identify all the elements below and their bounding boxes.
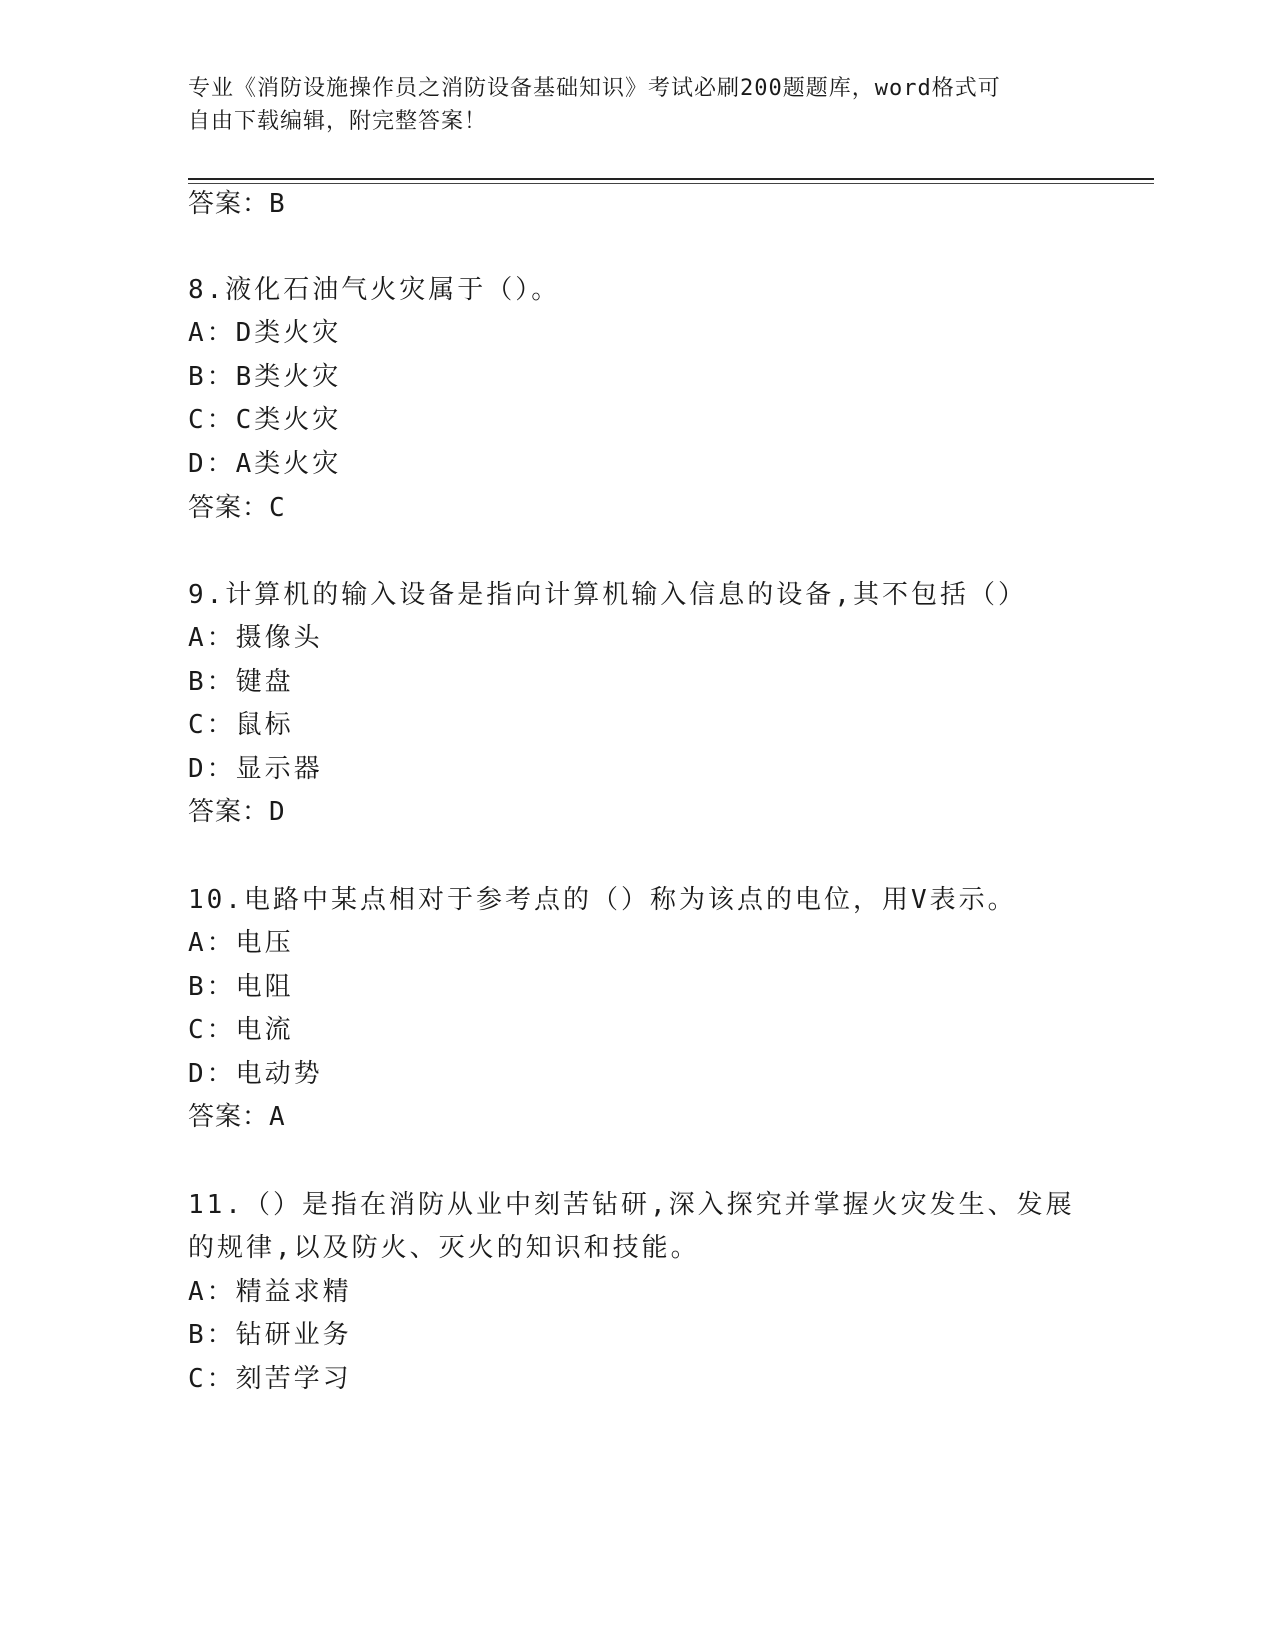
question-9-answer: 答案：D: [188, 797, 286, 827]
header-line-2: 自由下载编辑，附完整答案！: [188, 109, 488, 134]
question-9-option-b: B：键盘: [188, 667, 294, 697]
question-9: 9.计算机的输入设备是指向计算机输入信息的设备,其不包括（）: [188, 580, 1027, 610]
question-9-option-c: C：鼠标: [188, 710, 294, 740]
question-10: 10.电路中某点相对于参考点的（）称为该点的电位，用V表示。: [188, 885, 1017, 915]
header-line-1: 专业《消防设施操作员之消防设备基础知识》考试必刷200题题库，word格式可: [188, 76, 1001, 101]
question-8-option-c: C：C类火灾: [188, 405, 342, 435]
answer-previous: 答案：B: [188, 189, 286, 219]
document-header: [188, 72, 1068, 138]
question-10-option-a: A：电压: [188, 928, 294, 958]
question-8: 8.液化石油气火灾属于（）。: [188, 275, 561, 305]
header-divider-thin: [188, 183, 1154, 184]
header-divider-thick: [188, 178, 1154, 180]
question-8-option-b: B：B类火灾: [188, 362, 342, 392]
question-8-option-d: D：A类火灾: [188, 449, 342, 479]
question-10-answer: 答案：A: [188, 1102, 286, 1132]
question-10-option-c: C：电流: [188, 1015, 294, 1045]
question-10-option-b: B：电阻: [188, 972, 294, 1002]
question-11-line-2: 的规律,以及防火、灭火的知识和技能。: [188, 1233, 700, 1263]
question-9-option-d: D：显示器: [188, 754, 323, 784]
question-10-option-d: D：电动势: [188, 1059, 323, 1089]
question-9-option-a: A：摄像头: [188, 623, 323, 653]
question-8-option-a: A：D类火灾: [188, 318, 342, 348]
question-8-answer: 答案：C: [188, 493, 286, 523]
question-11-line-1: 11.（）是指在消防从业中刻苦钻研,深入探究并掌握火灾发生、发展: [188, 1190, 1075, 1220]
question-11-option-a: A：精益求精: [188, 1277, 352, 1307]
question-11-option-c: C：刻苦学习: [188, 1364, 352, 1394]
question-11-option-b: B：钻研业务: [188, 1320, 352, 1350]
